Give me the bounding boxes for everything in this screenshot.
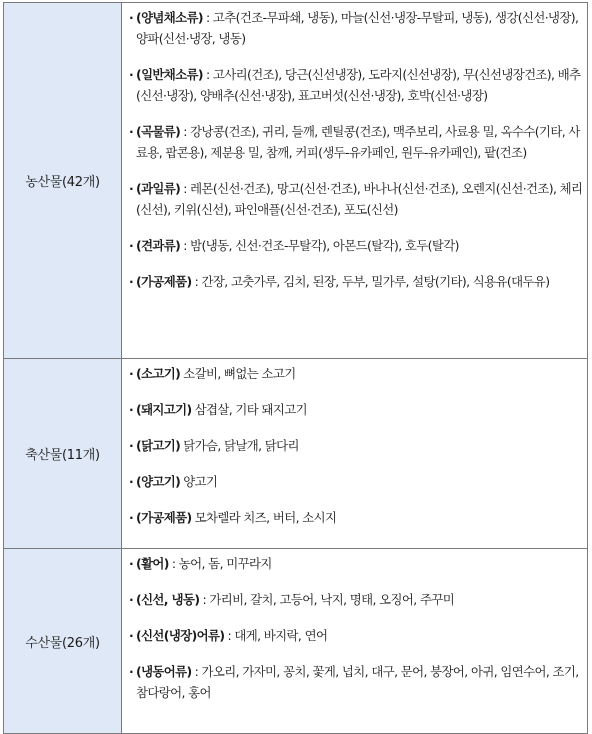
bullet: · <box>129 238 134 253</box>
item-heading: (과일류) <box>136 181 181 196</box>
list-item <box>129 471 583 492</box>
bullet: · <box>129 474 134 489</box>
list-item <box>129 661 583 703</box>
bullet: · <box>129 366 134 381</box>
item-heading: (가공제품) <box>136 274 192 289</box>
item-heading: (곡물류) <box>136 124 181 139</box>
list-item <box>129 64 583 106</box>
item-heading: (양고기) <box>136 474 181 489</box>
bullet: · <box>129 510 134 525</box>
item-text: : 가오리, 가자미, 꽁치, 꽃게, 넙치, 대구, 문어, 붕장어, 아귀, 임연수어, 조기, 참다랑어, 홍어 <box>136 664 579 700</box>
bullet: · <box>129 124 134 139</box>
items-cell <box>122 549 588 734</box>
item-text: : 대게, 바지락, 연어 <box>227 628 328 643</box>
bullet: · <box>129 664 134 679</box>
list-item <box>129 589 583 610</box>
list-item <box>129 625 583 646</box>
table-row-fishery <box>4 549 588 734</box>
list-item <box>129 178 583 220</box>
item-heading: (양념채소류) <box>136 10 203 25</box>
item-heading: (돼지고기) <box>136 402 192 417</box>
item-text: 양고기 <box>183 474 218 489</box>
item-text: : 간장, 고춧가루, 김치, 된장, 두부, 밀가루, 설탕(기타), 식용유(대두유) <box>194 274 550 289</box>
list-item <box>129 271 583 292</box>
bullet: · <box>129 556 134 571</box>
bullet: · <box>129 67 134 82</box>
list-item <box>129 435 583 456</box>
item-text: : 가리비, 갈치, 고등어, 낙지, 명태, 오징어, 주꾸미 <box>202 592 455 607</box>
item-text: 모차렐라 치즈, 버터, 소시지 <box>194 510 337 525</box>
bullet: · <box>129 438 134 453</box>
table-row-livestock <box>4 359 588 549</box>
item-text: : 농어, 돔, 미꾸라지 <box>171 556 272 571</box>
item-text: : 레몬(신선·건조), 망고(신선·건조), 바나나(신선·건조), 오렌지(신선·건조), 체리(신선), 키위(신선), 파인애플(신선·건조), 포도(신선) <box>136 181 583 217</box>
item-text: : 강낭콩(건조), 귀리, 들깨, 렌틸콩(건조), 맥주보리, 사료용 밀, 옥수수(기타, 사료용, 팝콘용), 제분용 밀, 참깨, 커피(생두-유카페인, 원두-유카페인), 팥(건조) <box>136 124 580 160</box>
list-item <box>129 363 583 384</box>
items-cell <box>122 3 588 359</box>
item-heading: (견과류) <box>136 238 181 253</box>
bullet: · <box>129 592 134 607</box>
bullet: · <box>129 628 134 643</box>
item-text: 닭가슴, 닭날개, 닭다리 <box>183 438 299 453</box>
list-item <box>129 121 583 163</box>
item-heading: (활어) <box>136 556 169 571</box>
items-cell <box>122 359 588 549</box>
product-table <box>3 2 588 734</box>
item-heading: (신선(냉장)어류) <box>136 628 225 643</box>
item-text: : 밤(냉동, 신선·건조-무탈각), 아몬드(탈각), 호두(탈각) <box>183 238 459 253</box>
item-text: : 고사리(건조), 당근(신선냉장), 도라지(신선냉장), 무(신선냉장건조), 배추(신선·냉장), 양배추(신선·냉장), 표고버섯(신선·냉장), 호박(신선·냉장) <box>136 67 581 103</box>
item-heading: (가공제품) <box>136 510 192 525</box>
item-heading: (일반채소류) <box>136 67 203 82</box>
item-heading: (냉동어류) <box>136 664 192 679</box>
list-item <box>129 507 583 528</box>
item-heading: (닭고기) <box>136 438 181 453</box>
bullet: · <box>129 181 134 196</box>
list-item <box>129 7 583 49</box>
table-row-agriculture <box>4 3 588 359</box>
bullet: · <box>129 402 134 417</box>
bullet: · <box>129 10 134 25</box>
item-text: 삼겹살, 기타 돼지고기 <box>194 402 307 417</box>
category-cell: 수산물(26개) <box>4 549 122 734</box>
item-heading: (소고기) <box>136 366 181 381</box>
item-text: 소갈비, 뼈없는 소고기 <box>183 366 296 381</box>
bullet: · <box>129 274 134 289</box>
category-cell: 농산물(42개) <box>4 3 122 359</box>
item-text: : 고추(건조-무파쇄, 냉동), 마늘(신선·냉장-무탈피, 냉동), 생강(신선·냉장), 양파(신선·냉장, 냉동) <box>136 10 579 46</box>
list-item <box>129 399 583 420</box>
item-heading: (신선, 냉동) <box>136 592 200 607</box>
list-item <box>129 553 583 574</box>
category-cell: 축산물(11개) <box>4 359 122 549</box>
list-item <box>129 235 583 256</box>
